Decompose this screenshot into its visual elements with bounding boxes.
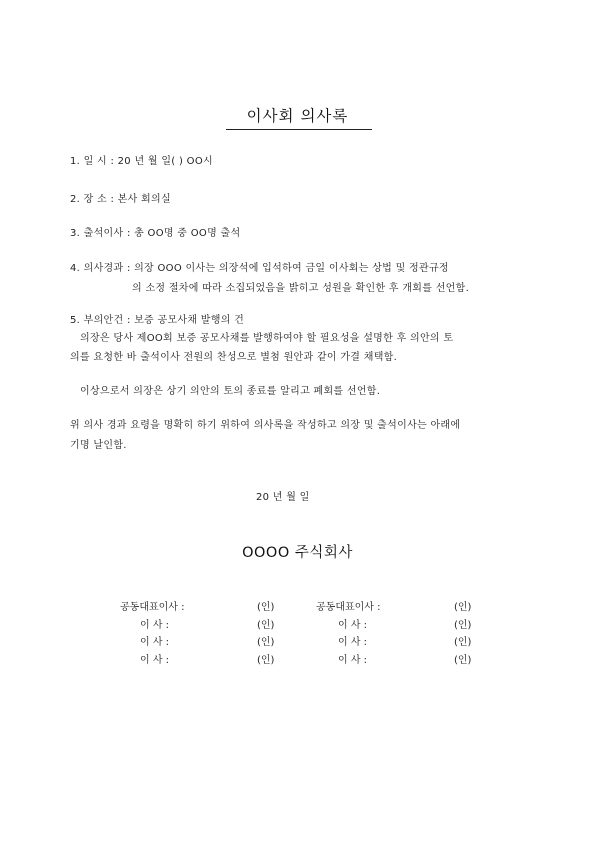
item-proceedings: 4. 의사경과 : 의장 OOO 이사는 의장석에 입석하여 금일 이사회는 상법 및 정관규정	[70, 263, 449, 274]
seal-mark: (인)	[257, 602, 275, 613]
seal-mark: (인)	[454, 602, 472, 613]
title-underline	[226, 129, 372, 130]
signer-role: 이 사 :	[140, 655, 170, 666]
signer-role: 이 사 :	[140, 620, 170, 631]
item-attendance: 3. 출석이사 : 총 OO명 중 OO명 출석	[70, 228, 241, 239]
signer-role: 이 사 :	[338, 637, 368, 648]
item-datetime: 1. 일 시 : 20 년 월 일( ) OO시	[70, 156, 213, 167]
attestation-line-1: 위 의사 경과 요령을 명확히 하기 위하여 의사록을 작성하고 의장 및 출석이사는 아래에	[70, 420, 461, 431]
seal-mark: (인)	[454, 655, 472, 666]
seal-mark: (인)	[257, 620, 275, 631]
signer-role: 이 사 :	[140, 637, 170, 648]
item-agenda: 5. 부의안건 : 보증 공모사채 발행의 건	[70, 315, 245, 326]
agenda-body-line-2: 의를 요청한 바 출석이사 전원의 찬성으로 별첨 원안과 같이 가결 채택함.	[70, 352, 398, 363]
signer-role: 이 사 :	[338, 620, 368, 631]
seal-mark: (인)	[454, 637, 472, 648]
attestation-line-2: 기명 날인함.	[70, 440, 127, 451]
signer-role: 공동대표이사 :	[120, 602, 185, 613]
date-line: 20 년 월 일	[256, 492, 310, 503]
seal-mark: (인)	[257, 655, 275, 666]
signer-role: 공동대표이사 :	[316, 602, 381, 613]
item-place: 2. 장 소 : 본사 회의실	[70, 194, 171, 205]
seal-mark: (인)	[257, 637, 275, 648]
closing-statement: 이상으로서 의장은 상기 의안의 토의 종료를 알리고 폐회를 선언함.	[80, 386, 381, 397]
document-title: 이사회 의사록	[246, 107, 349, 125]
agenda-body-line-1: 의장은 당사 제OO회 보증 공모사채를 발행하여야 할 필요성을 설명한 후 의안의 토	[80, 333, 454, 344]
seal-mark: (인)	[454, 620, 472, 631]
item-proceedings-cont: 의 소정 절차에 따라 소집되었음을 밝히고 성원을 확인한 후 개회를 선언함.	[132, 283, 470, 294]
signer-role: 이 사 :	[338, 655, 368, 666]
company-name: OOOO 주식회사	[242, 545, 353, 561]
